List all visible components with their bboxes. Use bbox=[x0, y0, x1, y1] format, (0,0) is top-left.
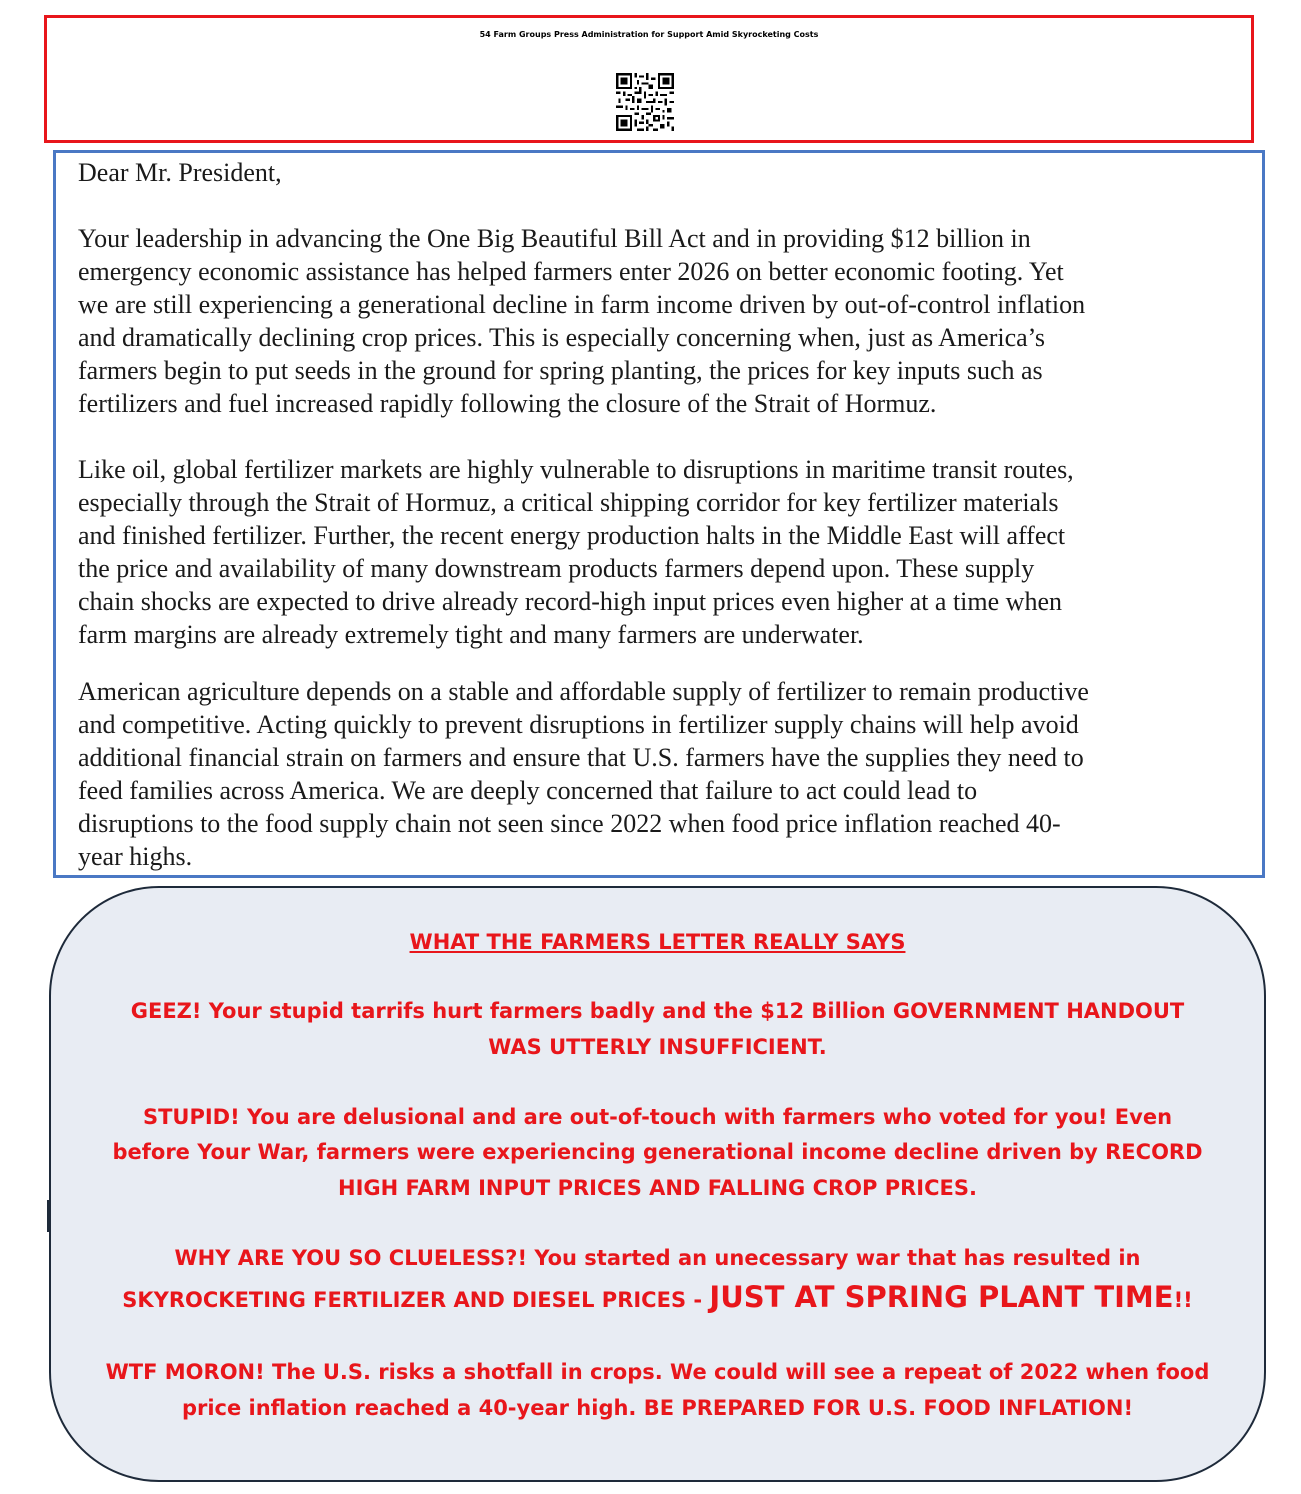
commentary-line: STUPID! You are delusional and are out-of-touch with farmers who voted for you! Even bbox=[142, 1105, 1173, 1129]
headline-box bbox=[44, 15, 1254, 143]
commentary-heading: WHAT THE FARMERS LETTER REALLY SAYS bbox=[409, 930, 906, 954]
commentary-text: !! bbox=[1173, 1288, 1193, 1312]
qr-code-icon bbox=[614, 73, 676, 131]
headline: 54 Farm Groups Press Administration for Support Amid Skyrocketing Costs bbox=[479, 30, 819, 39]
letter-line: disruptions to the food supply chain not seen since 2022 when food price inflation reached 40- bbox=[78, 809, 1061, 838]
letter-line: and finished fertilizer. Further, the recent energy production halts in the Middle East will affect bbox=[78, 521, 1066, 550]
letter-line: especially through the Strait of Hormuz, a critical shipping corridor for key fertilizer materials bbox=[78, 488, 1059, 517]
letter-line: chain shocks are expected to drive already record-high input prices even higher at a time when bbox=[78, 587, 1062, 616]
letter-line: the price and availability of many downstream products farmers depend upon. These supply bbox=[78, 554, 1035, 583]
letter-line: feed families across America. We are deeply concerned that failure to act could lead to bbox=[78, 776, 978, 805]
letter-line: farm margins are already extremely tight and many farmers are underwater. bbox=[78, 620, 864, 649]
letter-line: year highs. bbox=[78, 842, 193, 871]
letter-line: farmers begin to put seeds in the ground for spring planting, the prices for key inputs such as bbox=[78, 356, 1043, 385]
commentary-line: WAS UTTERLY INSUFFICIENT. bbox=[488, 1035, 827, 1059]
letter-line: and competitive. Acting quickly to prevent disruptions in fertilizer supply chains will help avoid bbox=[78, 710, 1079, 739]
letter-line: and dramatically declining crop prices. This is especially concerning when, just as America’s bbox=[78, 323, 1046, 352]
commentary-line: before Your War, farmers were experiencing generational income decline driven by RECORD bbox=[112, 1140, 1203, 1164]
commentary-line: WHY ARE YOU SO CLUELESS?! You started an unecessary war that has resulted in bbox=[174, 1246, 1141, 1270]
letter-line: additional financial strain on farmers and ensure that U.S. farmers have the supplies they need to bbox=[78, 743, 1084, 772]
letter-excerpt bbox=[53, 150, 1265, 878]
letter-line: Your leadership in advancing the One Big Beautiful Bill Act and in providing $12 billion in bbox=[78, 224, 1031, 253]
commentary-text: SKYROCKETING FERTILIZER AND DIESEL PRICES - bbox=[122, 1288, 710, 1312]
commentary-box bbox=[49, 886, 1266, 1482]
commentary-line: WTF MORON! The U.S. risks a shotfall in crops. We could will see a repeat of 2022 when food bbox=[105, 1360, 1210, 1384]
commentary-emphasis: JUST AT SPRING PLANT TIME bbox=[709, 1280, 1174, 1314]
letter-line: Like oil, global fertilizer markets are highly vulnerable to disruptions in maritime transit routes, bbox=[78, 455, 1074, 484]
commentary-line: price inflation reached a 40-year high. BE PREPARED FOR U.S. FOOD INFLATION! bbox=[181, 1396, 1134, 1420]
commentary-line: GEEZ! Your stupid tarrifs hurt farmers badly and the $12 Billion GOVERNMENT HANDOUT bbox=[130, 999, 1185, 1023]
commentary-line bbox=[122, 1280, 1192, 1314]
letter-line: emergency economic assistance has helped farmers enter 2026 on better economic footing. Yet bbox=[78, 257, 1064, 286]
letter-line: American agriculture depends on a stable and affordable supply of fertilizer to remain productive bbox=[78, 677, 1089, 706]
commentary-line: HIGH FARM INPUT PRICES AND FALLING CROP PRICES. bbox=[338, 1176, 977, 1200]
letter-line: fertilizers and fuel increased rapidly following the closure of the Strait of Hormuz. bbox=[78, 389, 937, 418]
letter-line: we are still experiencing a generational decline in farm income driven by out-of-control inflation bbox=[78, 290, 1086, 319]
letter-salutation: Dear Mr. President, bbox=[78, 158, 282, 187]
